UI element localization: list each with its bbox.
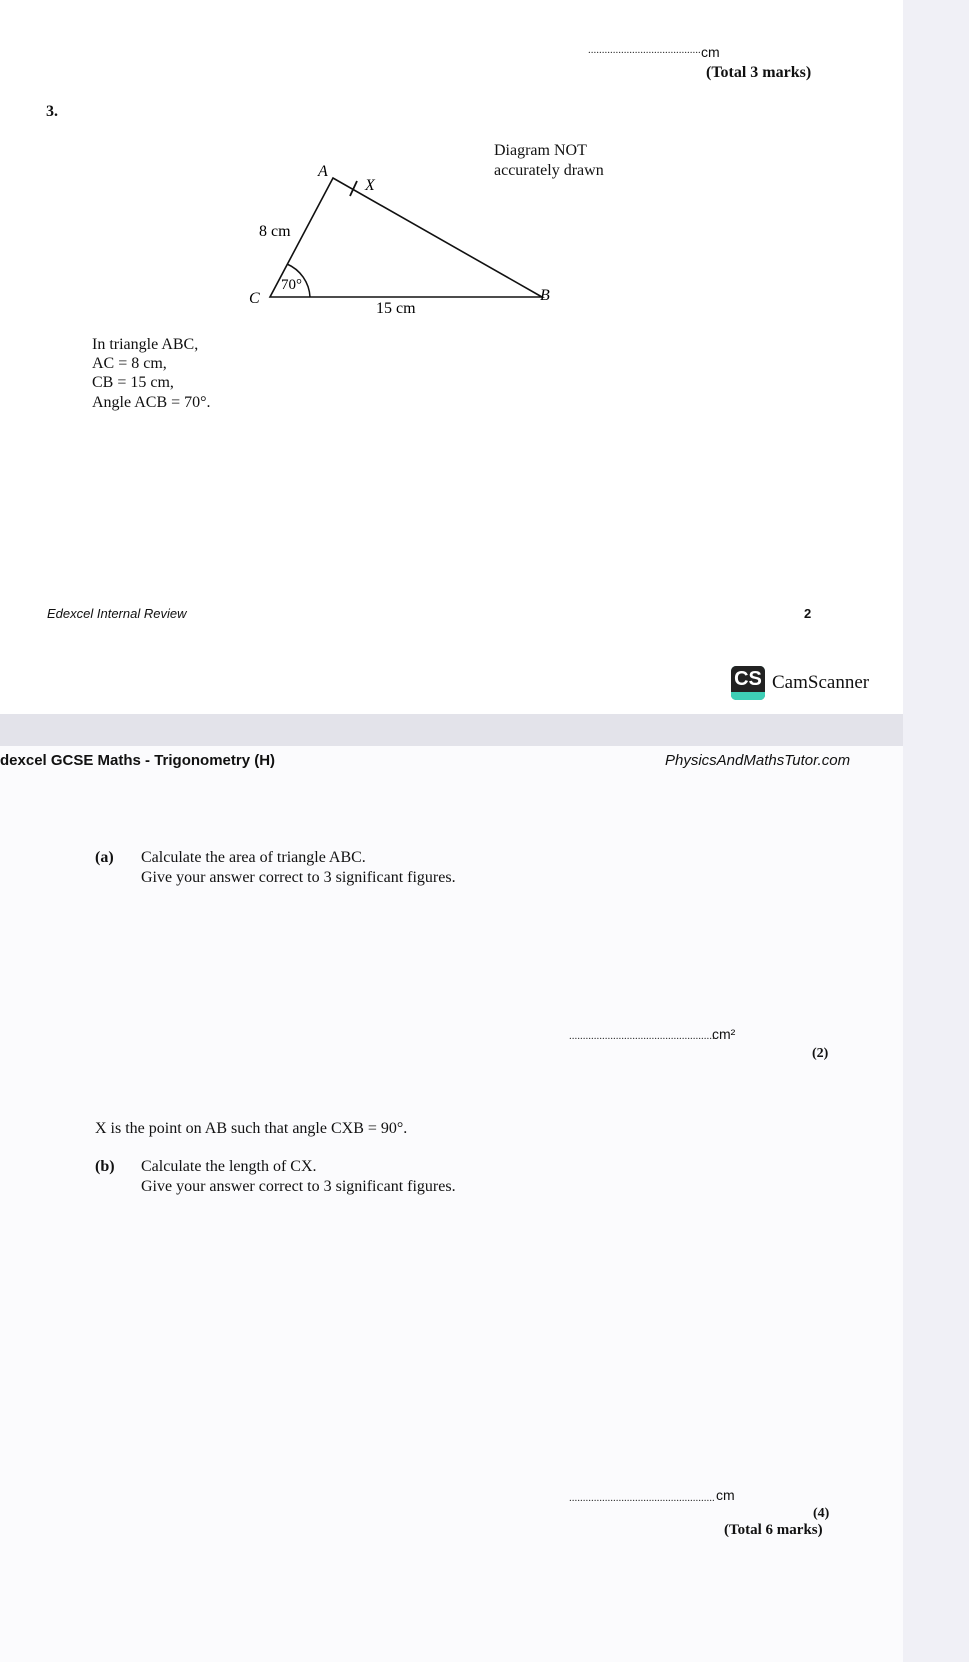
camscanner-logo — [731, 666, 765, 700]
label-b: B — [540, 287, 550, 304]
footer-page-number: 2 — [804, 606, 812, 621]
worksheet-page-2 — [0, 746, 903, 1662]
camscanner-name: CamScanner — [772, 672, 870, 693]
part-b-line1: Calculate the length of CX. — [141, 1158, 317, 1175]
label-angle-c: 70° — [281, 277, 302, 293]
part-a-marks: (2) — [812, 1046, 829, 1061]
camscanner-logo-text: CS — [731, 666, 765, 692]
page-header-title: dexcel GCSE Maths - Trigonometry (H) — [0, 752, 276, 769]
total-marks-q3: (Total 6 marks) — [724, 1522, 823, 1538]
camscanner-logo-stripe — [731, 692, 765, 700]
page-header-site: PhysicsAndMathsTutor.com — [665, 752, 851, 769]
part-a-unit: cm² — [712, 1026, 736, 1042]
given-ac: AC = 8 cm, — [92, 355, 167, 372]
part-a-line1: Calculate the area of triangle ABC. — [141, 849, 366, 866]
part-b-answer-line: ..................................................... — [569, 1492, 715, 1504]
given-intro: In triangle ABC, — [92, 336, 199, 353]
answer-line-top: ......................................... — [588, 44, 701, 56]
part-b-line2: Give your answer correct to 3 significant figures. — [141, 1178, 456, 1195]
footer-source: Edexcel Internal Review — [47, 606, 187, 621]
total-marks-q2: (Total 3 marks) — [706, 64, 812, 81]
given-cb: CB = 15 cm, — [92, 374, 174, 391]
label-x: X — [365, 177, 375, 194]
diagram-note-line2: accurately drawn — [494, 162, 604, 179]
question-number: 3. — [46, 103, 58, 120]
point-x-statement: X is the point on AB such that angle CXB = 90°. — [95, 1120, 408, 1137]
answer-unit-top: cm — [701, 44, 720, 60]
label-c: C — [249, 290, 260, 307]
part-b-label: (b) — [95, 1158, 115, 1175]
label-a: A — [318, 163, 328, 180]
diagram-note-line1: Diagram NOT — [494, 142, 587, 159]
triangle-abc — [270, 178, 542, 297]
worksheet-page-1 — [0, 0, 903, 714]
part-a-answer-line: ..................................................... — [569, 1030, 715, 1042]
part-a-label: (a) — [95, 849, 114, 866]
part-b-marks: (4) — [813, 1506, 830, 1521]
part-b-unit: cm — [716, 1487, 735, 1503]
label-side-cb: 15 cm — [376, 300, 416, 317]
triangle-diagram — [0, 0, 903, 320]
given-angle: Angle ACB = 70°. — [92, 394, 211, 411]
page-divider — [0, 714, 903, 746]
part-a-line2: Give your answer correct to 3 significant figures. — [141, 869, 456, 886]
label-side-ac: 8 cm — [259, 223, 291, 240]
